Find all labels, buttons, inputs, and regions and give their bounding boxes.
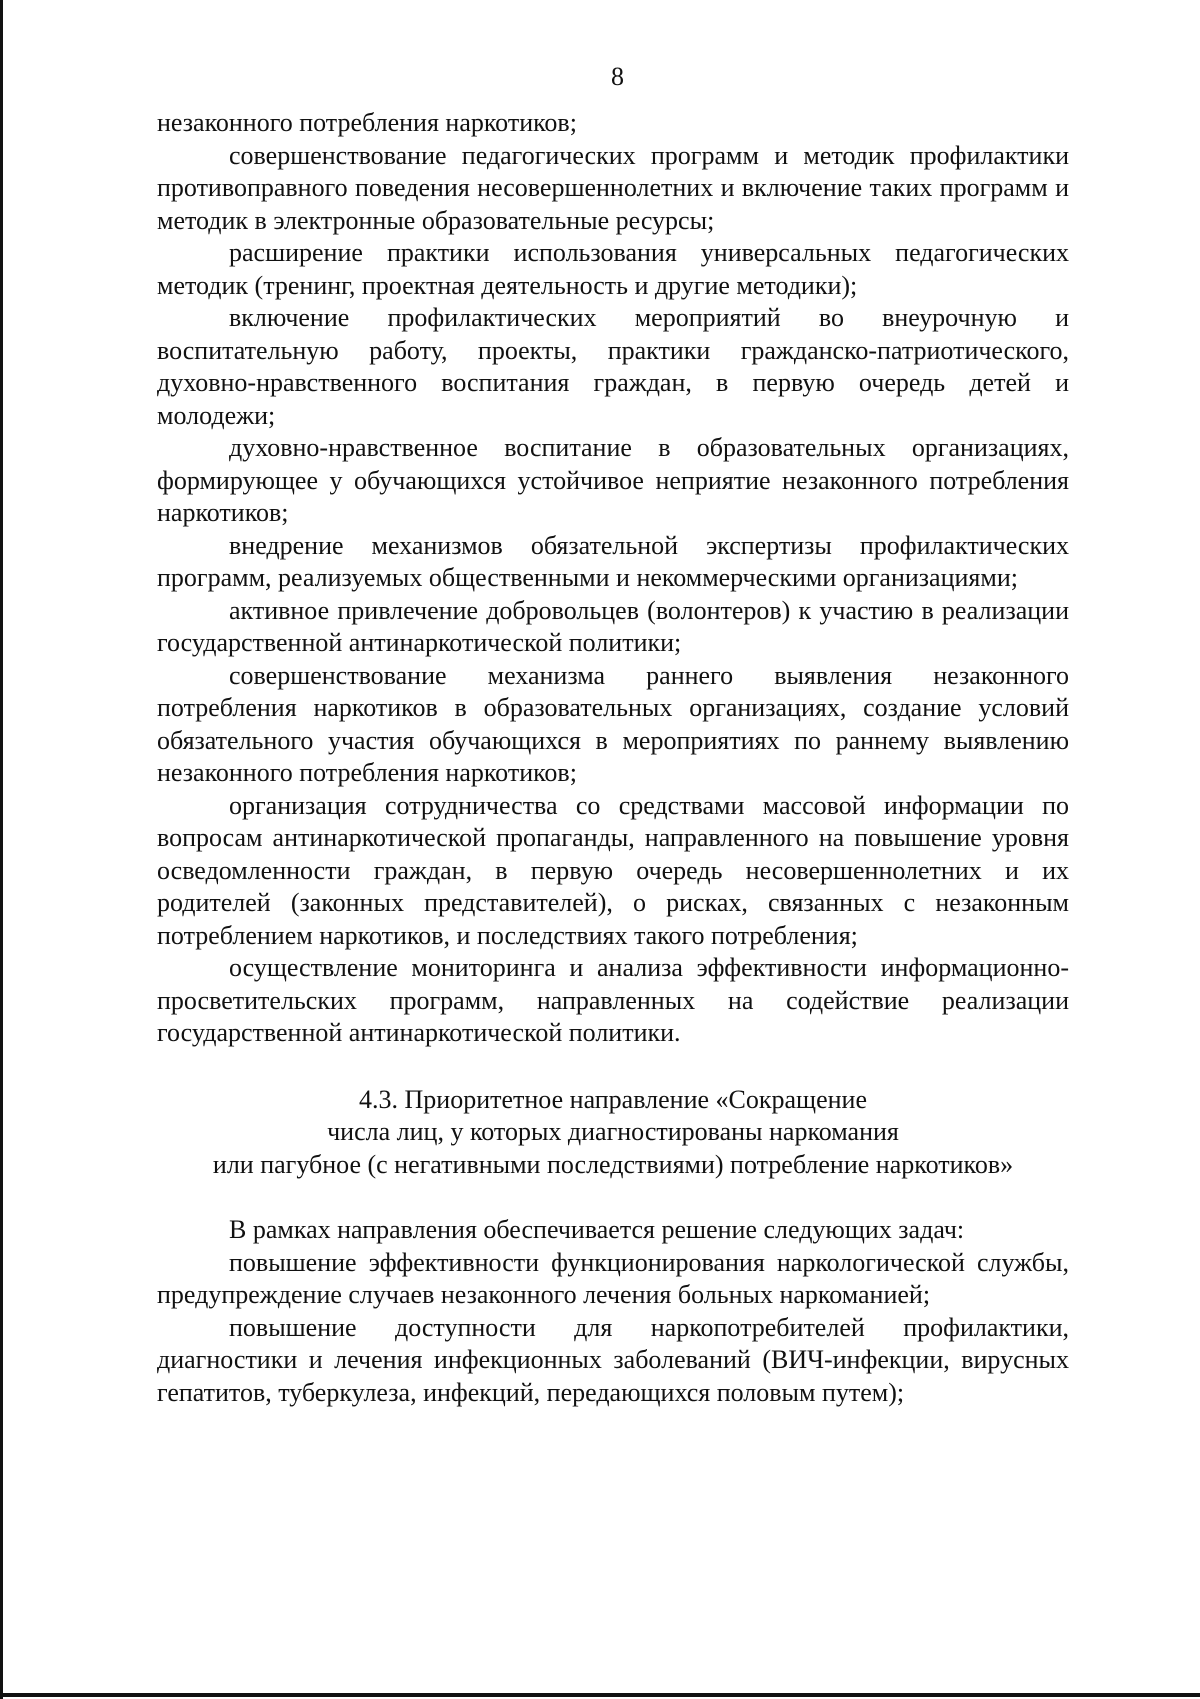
section-heading-line: числа лиц, у которых диагностированы наркомания [327, 1117, 899, 1146]
paragraph: совершенствование механизма раннего выявления незаконного потребления наркотиков в образовательных организациях, создание условий обязательного участия обучающихся в мероприятиях по раннему выявлению незаконного потребления наркотиков; [157, 660, 1069, 787]
paragraph: расширение практики использования универсальных педагогических методик (тренинг, проектная деятельность и другие методики); [157, 238, 1069, 300]
page-number: 8 [611, 62, 624, 91]
scan-edge-left [0, 0, 3, 1699]
paragraph: повышение доступности для наркопотребителей профилактики, диагностики и лечения инфекционных заболеваний (ВИЧ-инфекции, вирусных гепатитов, туберкулеза, инфекций, передающихся половым путем); [157, 1312, 1069, 1407]
section-heading-line: или пагубное (с негативными последствиями) потребление наркотиков» [212, 1149, 1014, 1179]
document-body [157, 107, 1069, 1409]
paragraph: духовно-нравственное воспитание в образовательных организациях, формирующее у обучающихся устойчивое неприятие незаконного потребления наркотиков; [157, 433, 1069, 527]
paragraph: включение профилактических мероприятий во внеурочную и воспитательную работу, проекты, практики гражданско-патриотического, духовно-нравственного воспитания граждан, в первую очередь детей и молодежи; [157, 303, 1069, 430]
paragraph: активное привлечение добровольцев (волонтеров) к участию в реализации государственной антинаркотической политики; [157, 595, 1069, 657]
paragraph: внедрение механизмов обязательной экспертизы профилактических программ, реализуемых общественными и некоммерческими организациями; [157, 530, 1069, 592]
scan-edge-bottom [0, 1693, 1200, 1697]
paragraph: организация сотрудничества со средствами массовой информации по вопросам антинаркотической пропаганды, направленного на повышение уровня осведомленности граждан, в первую очередь несовершеннолетних и их родителей (законных представителей), о рисках, связанных с незаконным потреблением наркотиков, и последствиях такого потребления; [157, 790, 1069, 950]
paragraph: совершенствование педагогических программ и методик профилактики противоправного поведения несовершеннолетних и включение таких программ и методик в электронные образовательные ресурсы; [157, 140, 1069, 235]
paragraph: незаконного потребления наркотиков; [157, 108, 577, 137]
paragraph: осуществление мониторинга и анализа эффективности информационно-просветительских программ, направленных на содействие реализации государственной антинаркотической политики. [157, 953, 1069, 1047]
section-heading-line: 4.3. Приоритетное направление «Сокращение [359, 1084, 867, 1114]
paragraph: В рамках направления обеспечивается решение следующих задач: [229, 1215, 965, 1244]
section-heading [157, 1084, 1069, 1182]
paragraph: повышение эффективности функционирования наркологической службы, предупреждение случаев незаконного лечения больных наркоманией; [157, 1247, 1069, 1309]
